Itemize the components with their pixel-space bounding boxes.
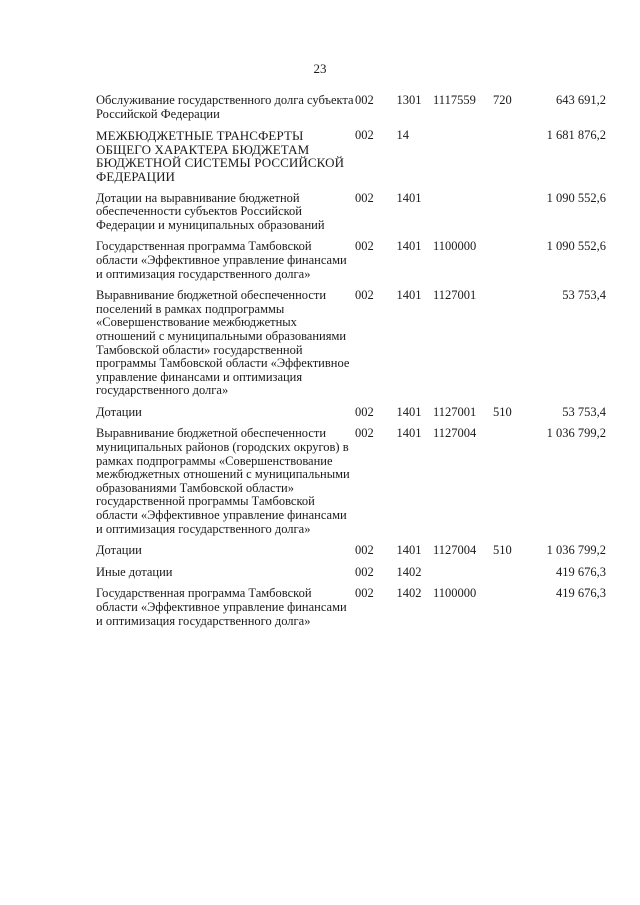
row-subsection: 01 — [409, 543, 422, 558]
table-row — [96, 544, 606, 566]
table-row — [96, 192, 606, 241]
row-sum: 419 676,3 — [556, 564, 606, 579]
row-sum: 53 753,4 — [562, 404, 606, 419]
row-section: 14 — [396, 190, 409, 205]
row-grbs: 002 — [355, 404, 374, 419]
row-expense-type — [493, 587, 529, 636]
row-name: Дотации на выравнивание бюджетной обеспеченности субъектов Российской Федерации и муниципальных образований — [96, 190, 325, 232]
row-sum: 1 090 552,6 — [546, 239, 606, 254]
row-expense-type: 510 — [493, 543, 512, 558]
row-subsection: 02 — [409, 586, 422, 601]
row-section: 14 — [396, 586, 409, 601]
row-target-article — [433, 129, 493, 191]
row-expense-type — [493, 427, 529, 544]
row-name: Дотации — [96, 543, 142, 558]
table-row — [96, 240, 606, 289]
table-row — [96, 566, 606, 588]
row-section: 14 — [396, 288, 409, 303]
row-section: 14 — [396, 128, 409, 143]
page-number: 23 — [313, 61, 327, 76]
row-section: 13 — [396, 93, 409, 107]
row-subsection: 01 — [409, 239, 422, 254]
row-grbs: 002 — [355, 190, 374, 205]
row-subsection: 01 — [409, 288, 422, 303]
row-grbs: 002 — [355, 586, 374, 601]
row-target-article: 1100000 — [433, 239, 477, 254]
row-section: 14 — [396, 543, 409, 558]
row-target-article: 1127001 — [433, 288, 477, 303]
row-grbs: 002 — [355, 93, 374, 107]
table-row — [96, 427, 606, 544]
row-expense-type — [493, 289, 529, 406]
table-row — [96, 289, 606, 406]
row-name: МЕЖБЮДЖЕТНЫЕ ТРАНСФЕРТЫ ОБЩЕГО ХАРАКТЕРА БЮДЖЕТАМ БЮДЖЕТНОЙ СИСТЕМЫ РОССИЙСКОЙ ФЕДЕРАЦИИ — [96, 128, 345, 184]
row-subsection: 01 — [409, 93, 422, 107]
table-row — [96, 94, 606, 129]
row-subsection: 01 — [409, 404, 422, 419]
row-grbs: 002 — [355, 239, 374, 254]
row-section: 14 — [396, 426, 409, 441]
row-sum: 419 676,3 — [556, 586, 606, 601]
row-section: 14 — [396, 564, 409, 579]
row-name: Выравнивание бюджетной обеспеченности поселений в рамках подпрограммы «Совершенствование межбюджетных отношений с муниципальными образованиями Тамбовской области» государственной программы Тамбовской области «Эффективное управление финансами и оптимизация государственного долга» — [96, 288, 350, 398]
row-sum: 1 681 876,2 — [546, 128, 606, 143]
row-sum: 643 691,2 — [556, 93, 606, 107]
row-grbs: 002 — [355, 543, 374, 558]
row-name: Выравнивание бюджетной обеспеченности муниципальных районов (городских округов) в рамках подпрограммы «Совершенствование межбюджетных отношений с муниципальными образованиями Тамбовской области» государственной программы Тамбовской области «Эффективное управление финансами и оптимизация государственного долга» — [96, 426, 350, 536]
budget-table — [96, 94, 606, 636]
row-expense-type — [493, 566, 529, 588]
row-target-article — [433, 192, 493, 241]
row-target-article: 1127004 — [433, 426, 477, 441]
row-grbs: 002 — [355, 426, 374, 441]
row-section: 14 — [396, 239, 409, 254]
row-grbs: 002 — [355, 288, 374, 303]
row-target-article: 1127004 — [433, 543, 477, 558]
row-name: Государственная программа Тамбовской области «Эффективное управление финансами и оптимизация государственного долга» — [96, 586, 347, 628]
row-expense-type — [493, 129, 529, 191]
row-name: Дотации — [96, 404, 142, 419]
row-subsection: 02 — [409, 564, 422, 579]
row-sum: 53 753,4 — [562, 288, 606, 303]
row-target-article: 1100000 — [433, 586, 477, 601]
row-expense-type: 720 — [493, 93, 512, 107]
row-name: Иные дотации — [96, 564, 173, 579]
row-target-article — [433, 566, 493, 588]
row-subsection: 01 — [409, 426, 422, 441]
row-expense-type — [493, 240, 529, 289]
row-sum: 1 090 552,6 — [546, 190, 606, 205]
row-section: 14 — [396, 404, 409, 419]
row-subsection — [409, 129, 433, 191]
row-grbs: 002 — [355, 564, 374, 579]
row-name: Обслуживание государственного долга субъекта Российской Федерации — [96, 93, 354, 121]
row-sum: 1 036 799,2 — [546, 426, 606, 441]
row-grbs: 002 — [355, 128, 374, 143]
row-sum: 1 036 799,2 — [546, 543, 606, 558]
table-row — [96, 587, 606, 636]
table-row — [96, 129, 606, 191]
row-subsection: 01 — [409, 190, 422, 205]
row-target-article: 1117559 — [433, 93, 476, 107]
row-expense-type: 510 — [493, 404, 512, 419]
row-target-article: 1127001 — [433, 404, 477, 419]
row-expense-type — [493, 192, 529, 241]
table-row — [96, 406, 606, 428]
row-name: Государственная программа Тамбовской области «Эффективное управление финансами и оптимизация государственного долга» — [96, 239, 347, 281]
